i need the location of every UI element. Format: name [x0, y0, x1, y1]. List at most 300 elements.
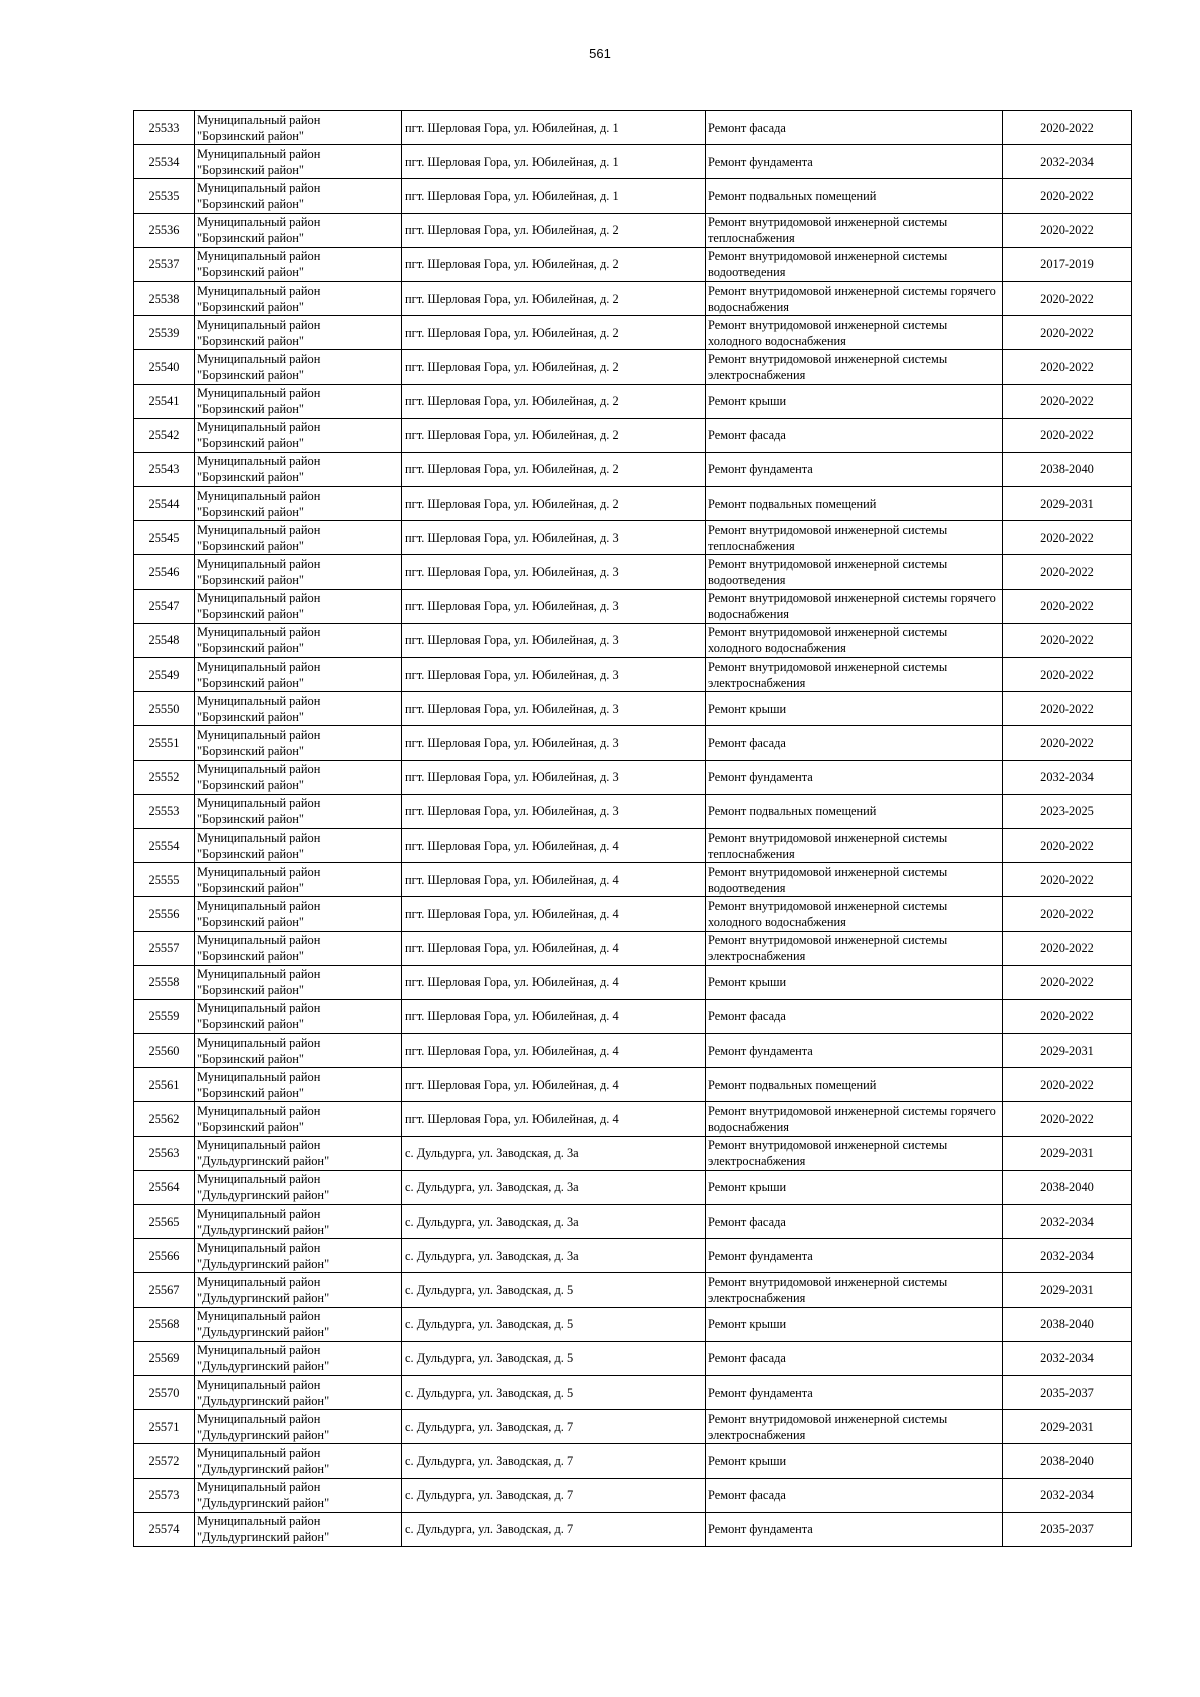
table-row — [134, 1170, 1132, 1204]
address-cell: пгт. Шерловая Гора, ул. Юбилейная, д. 2 — [402, 213, 706, 247]
municipality-line: "Дульдургинский район" — [197, 1325, 330, 1340]
address-cell: пгт. Шерловая Гора, ул. Юбилейная, д. 3 — [402, 692, 706, 726]
table-row — [134, 1102, 1132, 1136]
municipality-cell — [195, 1273, 402, 1307]
work-type-cell: Ремонт фундамента — [706, 1512, 1003, 1546]
period-cell: 2032-2034 — [1003, 760, 1132, 794]
address-cell: пгт. Шерловая Гора, ул. Юбилейная, д. 4 — [402, 1034, 706, 1068]
municipality-line: Муниципальный район — [197, 215, 321, 230]
row-number: 25551 — [134, 726, 195, 760]
municipality-line: "Дульдургинский район" — [197, 1222, 330, 1237]
municipality-line: Муниципальный район — [197, 1035, 321, 1050]
municipality-cell — [195, 760, 402, 794]
period-cell: 2020-2022 — [1003, 897, 1132, 931]
municipality-line: "Борзинский район" — [197, 983, 304, 998]
municipality-line: "Дульдургинский район" — [197, 1359, 330, 1374]
municipality-cell — [195, 623, 402, 657]
municipality-cell — [195, 213, 402, 247]
work-type-cell: Ремонт внутридомовой инженерной системы горячего водоснабжения — [706, 1102, 1003, 1136]
municipality-cell — [195, 1512, 402, 1546]
municipality-cell — [195, 1068, 402, 1102]
row-number: 25555 — [134, 863, 195, 897]
municipality-line: "Борзинский район" — [197, 436, 304, 451]
row-number: 25557 — [134, 931, 195, 965]
row-number: 25566 — [134, 1239, 195, 1273]
table-row — [134, 111, 1132, 145]
municipality-cell — [195, 1478, 402, 1512]
address-cell: пгт. Шерловая Гора, ул. Юбилейная, д. 2 — [402, 452, 706, 486]
municipality-line: Муниципальный район — [197, 1138, 321, 1153]
address-cell: с. Дульдурга, ул. Заводская, д. 7 — [402, 1512, 706, 1546]
municipality-cell — [195, 897, 402, 931]
period-cell: 2020-2022 — [1003, 521, 1132, 555]
work-type-cell: Ремонт фундамента — [706, 1034, 1003, 1068]
table-row — [134, 487, 1132, 521]
municipality-line: "Дульдургинский район" — [197, 1530, 330, 1545]
municipality-line: "Борзинский район" — [197, 709, 304, 724]
work-type-cell: Ремонт фасада — [706, 1341, 1003, 1375]
municipality-line: Муниципальный район — [197, 180, 321, 195]
address-cell: с. Дульдурга, ул. Заводская, д. 5 — [402, 1341, 706, 1375]
municipality-line: "Борзинский район" — [197, 1017, 304, 1032]
table-row — [134, 760, 1132, 794]
address-cell: пгт. Шерловая Гора, ул. Юбилейная, д. 4 — [402, 1102, 706, 1136]
municipality-line: Муниципальный район — [197, 522, 321, 537]
municipality-cell — [195, 1034, 402, 1068]
municipality-cell — [195, 1375, 402, 1409]
row-number: 25540 — [134, 350, 195, 384]
row-number: 25546 — [134, 555, 195, 589]
table-row — [134, 350, 1132, 384]
municipality-line: Муниципальный район — [197, 933, 321, 948]
work-type-cell: Ремонт крыши — [706, 1170, 1003, 1204]
address-cell: пгт. Шерловая Гора, ул. Юбилейная, д. 3 — [402, 623, 706, 657]
municipality-line: "Дульдургинский район" — [197, 1496, 330, 1511]
table-row — [134, 1410, 1132, 1444]
row-number: 25568 — [134, 1307, 195, 1341]
row-number: 25564 — [134, 1170, 195, 1204]
table-row — [134, 1512, 1132, 1546]
municipality-cell — [195, 726, 402, 760]
municipality-cell — [195, 247, 402, 281]
row-number: 25573 — [134, 1478, 195, 1512]
table-row — [134, 589, 1132, 623]
municipality-line: "Борзинский район" — [197, 162, 304, 177]
table-row — [134, 1068, 1132, 1102]
work-type-cell: Ремонт подвальных помещений — [706, 179, 1003, 213]
table-row — [134, 384, 1132, 418]
municipality-cell — [195, 1239, 402, 1273]
address-cell: пгт. Шерловая Гора, ул. Юбилейная, д. 4 — [402, 931, 706, 965]
address-cell: с. Дульдурга, ул. Заводская, д. 7 — [402, 1478, 706, 1512]
table-row — [134, 863, 1132, 897]
municipality-line: Муниципальный район — [197, 249, 321, 264]
address-cell: с. Дульдурга, ул. Заводская, д. 7 — [402, 1410, 706, 1444]
work-type-cell: Ремонт внутридомовой инженерной системы горячего водоснабжения — [706, 281, 1003, 315]
address-cell: с. Дульдурга, ул. Заводская, д. 3а — [402, 1170, 706, 1204]
period-cell: 2020-2022 — [1003, 965, 1132, 999]
address-cell: пгт. Шерловая Гора, ул. Юбилейная, д. 2 — [402, 350, 706, 384]
address-cell: пгт. Шерловая Гора, ул. Юбилейная, д. 3 — [402, 658, 706, 692]
municipality-line: "Борзинский район" — [197, 607, 304, 622]
municipality-line: Муниципальный район — [197, 693, 321, 708]
table-row — [134, 897, 1132, 931]
municipality-line: Муниципальный район — [197, 1206, 321, 1221]
work-type-cell: Ремонт внутридомовой инженерной системы холодного водоснабжения — [706, 316, 1003, 350]
address-cell: с. Дульдурга, ул. Заводская, д. 3а — [402, 1136, 706, 1170]
municipality-cell — [195, 589, 402, 623]
work-type-cell: Ремонт крыши — [706, 1307, 1003, 1341]
municipality-line: "Борзинский район" — [197, 265, 304, 280]
work-type-cell: Ремонт фундамента — [706, 1375, 1003, 1409]
period-cell: 2038-2040 — [1003, 1444, 1132, 1478]
work-type-cell: Ремонт внутридомовой инженерной системы теплоснабжения — [706, 213, 1003, 247]
work-type-cell: Ремонт внутридомовой инженерной системы водоотведения — [706, 247, 1003, 281]
table-row — [134, 1444, 1132, 1478]
period-cell: 2020-2022 — [1003, 931, 1132, 965]
period-cell: 2020-2022 — [1003, 589, 1132, 623]
period-cell: 2020-2022 — [1003, 316, 1132, 350]
address-cell: пгт. Шерловая Гора, ул. Юбилейная, д. 4 — [402, 965, 706, 999]
municipality-cell — [195, 1102, 402, 1136]
work-type-cell: Ремонт внутридомовой инженерной системы электроснабжения — [706, 1136, 1003, 1170]
period-cell: 2020-2022 — [1003, 692, 1132, 726]
row-number: 25565 — [134, 1205, 195, 1239]
table-body — [134, 111, 1132, 1547]
table-row — [134, 281, 1132, 315]
municipality-line: Муниципальный район — [197, 488, 321, 503]
address-cell: пгт. Шерловая Гора, ул. Юбилейная, д. 3 — [402, 760, 706, 794]
table-row — [134, 1205, 1132, 1239]
row-number: 25549 — [134, 658, 195, 692]
row-number: 25534 — [134, 145, 195, 179]
address-cell: пгт. Шерловая Гора, ул. Юбилейная, д. 2 — [402, 384, 706, 418]
municipality-line: Муниципальный район — [197, 386, 321, 401]
row-number: 25562 — [134, 1102, 195, 1136]
row-number: 25561 — [134, 1068, 195, 1102]
municipality-line: Муниципальный район — [197, 1480, 321, 1495]
municipality-line: "Борзинский район" — [197, 367, 304, 382]
table-row — [134, 658, 1132, 692]
work-type-cell: Ремонт внутридомовой инженерной системы холодного водоснабжения — [706, 897, 1003, 931]
municipality-line: "Борзинский район" — [197, 573, 304, 588]
municipality-cell — [195, 281, 402, 315]
municipality-line: "Дульдургинский район" — [197, 1256, 330, 1271]
address-cell: с. Дульдурга, ул. Заводская, д. 7 — [402, 1444, 706, 1478]
municipality-cell — [195, 111, 402, 145]
period-cell: 2032-2034 — [1003, 1205, 1132, 1239]
municipality-line: "Борзинский район" — [197, 812, 304, 827]
table-row — [134, 692, 1132, 726]
period-cell: 2029-2031 — [1003, 1034, 1132, 1068]
work-type-cell: Ремонт фасада — [706, 726, 1003, 760]
address-cell: пгт. Шерловая Гора, ул. Юбилейная, д. 4 — [402, 863, 706, 897]
table-row — [134, 555, 1132, 589]
municipality-cell — [195, 999, 402, 1033]
table-row — [134, 316, 1132, 350]
table-row — [134, 418, 1132, 452]
work-type-cell: Ремонт внутридомовой инженерной системы электроснабжения — [706, 931, 1003, 965]
municipality-cell — [195, 418, 402, 452]
municipality-line: Муниципальный район — [197, 1514, 321, 1529]
period-cell: 2020-2022 — [1003, 828, 1132, 862]
municipality-line: "Дульдургинский район" — [197, 1393, 330, 1408]
work-type-cell: Ремонт фасада — [706, 1478, 1003, 1512]
row-number: 25541 — [134, 384, 195, 418]
municipality-cell — [195, 1410, 402, 1444]
table-row — [134, 794, 1132, 828]
period-cell: 2020-2022 — [1003, 726, 1132, 760]
period-cell: 2020-2022 — [1003, 179, 1132, 213]
municipality-line: Муниципальный район — [197, 625, 321, 640]
municipality-cell — [195, 316, 402, 350]
municipality-line: Муниципальный район — [197, 864, 321, 879]
work-type-cell: Ремонт фундамента — [706, 145, 1003, 179]
municipality-line: "Борзинский район" — [197, 470, 304, 485]
address-cell: пгт. Шерловая Гора, ул. Юбилейная, д. 1 — [402, 179, 706, 213]
municipality-line: "Борзинский район" — [197, 675, 304, 690]
municipality-cell — [195, 1307, 402, 1341]
row-number: 25553 — [134, 794, 195, 828]
municipality-line: "Борзинский район" — [197, 402, 304, 417]
municipality-line: Муниципальный район — [197, 762, 321, 777]
period-cell: 2020-2022 — [1003, 1068, 1132, 1102]
municipality-line: "Борзинский район" — [197, 743, 304, 758]
address-cell: пгт. Шерловая Гора, ул. Юбилейная, д. 3 — [402, 555, 706, 589]
municipality-line: "Борзинский район" — [197, 333, 304, 348]
municipality-cell — [195, 828, 402, 862]
period-cell: 2035-2037 — [1003, 1375, 1132, 1409]
work-type-cell: Ремонт внутридомовой инженерной системы электроснабжения — [706, 1410, 1003, 1444]
period-cell: 2038-2040 — [1003, 452, 1132, 486]
row-number: 25538 — [134, 281, 195, 315]
row-number: 25572 — [134, 1444, 195, 1478]
municipality-cell — [195, 931, 402, 965]
table-row — [134, 1341, 1132, 1375]
municipality-line: "Борзинский район" — [197, 504, 304, 519]
municipality-line: "Дульдургинский район" — [197, 1427, 330, 1442]
municipality-line: Муниципальный район — [197, 1343, 321, 1358]
municipality-line: Муниципальный район — [197, 1274, 321, 1289]
municipality-cell — [195, 658, 402, 692]
municipality-line: "Дульдургинский район" — [197, 1154, 330, 1169]
period-cell: 2023-2025 — [1003, 794, 1132, 828]
municipality-line: Муниципальный район — [197, 146, 321, 161]
row-number: 25556 — [134, 897, 195, 931]
municipality-line: Муниципальный район — [197, 112, 321, 127]
work-type-cell: Ремонт крыши — [706, 1444, 1003, 1478]
row-number: 25560 — [134, 1034, 195, 1068]
repair-schedule-table — [133, 110, 1132, 1547]
table-row — [134, 1478, 1132, 1512]
municipality-cell — [195, 487, 402, 521]
table-row — [134, 1375, 1132, 1409]
municipality-cell — [195, 384, 402, 418]
address-cell: пгт. Шерловая Гора, ул. Юбилейная, д. 2 — [402, 418, 706, 452]
period-cell: 2029-2031 — [1003, 1410, 1132, 1444]
municipality-line: Муниципальный район — [197, 727, 321, 742]
table-row — [134, 521, 1132, 555]
municipality-line: Муниципальный район — [197, 1411, 321, 1426]
period-cell: 2020-2022 — [1003, 350, 1132, 384]
table-row — [134, 145, 1132, 179]
municipality-cell — [195, 452, 402, 486]
row-number: 25548 — [134, 623, 195, 657]
period-cell: 2020-2022 — [1003, 863, 1132, 897]
period-cell: 2029-2031 — [1003, 1273, 1132, 1307]
address-cell: с. Дульдурга, ул. Заводская, д. 3а — [402, 1239, 706, 1273]
table-row — [134, 179, 1132, 213]
municipality-line: "Борзинский район" — [197, 128, 304, 143]
municipality-line: Муниципальный район — [197, 898, 321, 913]
period-cell: 2020-2022 — [1003, 384, 1132, 418]
municipality-cell — [195, 1205, 402, 1239]
table-row — [134, 828, 1132, 862]
address-cell: пгт. Шерловая Гора, ул. Юбилейная, д. 1 — [402, 145, 706, 179]
work-type-cell: Ремонт фасада — [706, 418, 1003, 452]
period-cell: 2032-2034 — [1003, 1239, 1132, 1273]
address-cell: пгт. Шерловая Гора, ул. Юбилейная, д. 2 — [402, 247, 706, 281]
row-number: 25544 — [134, 487, 195, 521]
address-cell: пгт. Шерловая Гора, ул. Юбилейная, д. 3 — [402, 521, 706, 555]
address-cell: пгт. Шерловая Гора, ул. Юбилейная, д. 4 — [402, 897, 706, 931]
row-number: 25558 — [134, 965, 195, 999]
municipality-cell — [195, 350, 402, 384]
row-number: 25543 — [134, 452, 195, 486]
municipality-cell — [195, 145, 402, 179]
municipality-line: "Борзинский район" — [197, 299, 304, 314]
municipality-line: "Борзинский район" — [197, 538, 304, 553]
address-cell: пгт. Шерловая Гора, ул. Юбилейная, д. 4 — [402, 828, 706, 862]
address-cell: пгт. Шерловая Гора, ул. Юбилейная, д. 4 — [402, 999, 706, 1033]
work-type-cell: Ремонт фундамента — [706, 452, 1003, 486]
row-number: 25552 — [134, 760, 195, 794]
municipality-line: Муниципальный район — [197, 659, 321, 674]
row-number: 25554 — [134, 828, 195, 862]
work-type-cell: Ремонт внутридомовой инженерной системы электроснабжения — [706, 350, 1003, 384]
municipality-line: "Борзинский район" — [197, 641, 304, 656]
municipality-line: Муниципальный район — [197, 1445, 321, 1460]
work-type-cell: Ремонт внутридомовой инженерной системы электроснабжения — [706, 1273, 1003, 1307]
municipality-line: Муниципальный район — [197, 317, 321, 332]
address-cell: пгт. Шерловая Гора, ул. Юбилейная, д. 2 — [402, 487, 706, 521]
municipality-line: Муниципальный район — [197, 351, 321, 366]
row-number: 25574 — [134, 1512, 195, 1546]
work-type-cell: Ремонт внутридомовой инженерной системы теплоснабжения — [706, 521, 1003, 555]
municipality-cell — [195, 965, 402, 999]
municipality-line: Муниципальный район — [197, 557, 321, 572]
address-cell: с. Дульдурга, ул. Заводская, д. 3а — [402, 1205, 706, 1239]
period-cell: 2020-2022 — [1003, 1102, 1132, 1136]
municipality-cell — [195, 863, 402, 897]
row-number: 25545 — [134, 521, 195, 555]
row-number: 25542 — [134, 418, 195, 452]
row-number: 25533 — [134, 111, 195, 145]
row-number: 25547 — [134, 589, 195, 623]
municipality-line: "Дульдургинский район" — [197, 1461, 330, 1476]
address-cell: пгт. Шерловая Гора, ул. Юбилейная, д. 3 — [402, 589, 706, 623]
municipality-line: "Борзинский район" — [197, 846, 304, 861]
row-number: 25559 — [134, 999, 195, 1033]
municipality-line: Муниципальный район — [197, 1240, 321, 1255]
table-row — [134, 1273, 1132, 1307]
municipality-line: Муниципальный район — [197, 967, 321, 982]
row-number: 25537 — [134, 247, 195, 281]
address-cell: пгт. Шерловая Гора, ул. Юбилейная, д. 4 — [402, 1068, 706, 1102]
municipality-line: Муниципальный район — [197, 830, 321, 845]
work-type-cell: Ремонт внутридомовой инженерной системы водоотведения — [706, 555, 1003, 589]
municipality-line: "Дульдургинский район" — [197, 1290, 330, 1305]
period-cell: 2032-2034 — [1003, 1341, 1132, 1375]
period-cell: 2038-2040 — [1003, 1307, 1132, 1341]
period-cell: 2032-2034 — [1003, 145, 1132, 179]
municipality-cell — [195, 794, 402, 828]
address-cell: с. Дульдурга, ул. Заводская, д. 5 — [402, 1307, 706, 1341]
period-cell: 2020-2022 — [1003, 555, 1132, 589]
period-cell: 2020-2022 — [1003, 623, 1132, 657]
table-row — [134, 965, 1132, 999]
address-cell: пгт. Шерловая Гора, ул. Юбилейная, д. 2 — [402, 281, 706, 315]
page-number: 561 — [589, 46, 611, 61]
address-cell: пгт. Шерловая Гора, ул. Юбилейная, д. 3 — [402, 726, 706, 760]
municipality-line: "Борзинский район" — [197, 1085, 304, 1100]
municipality-cell — [195, 1444, 402, 1478]
period-cell: 2032-2034 — [1003, 1478, 1132, 1512]
row-number: 25569 — [134, 1341, 195, 1375]
municipality-line: Муниципальный район — [197, 420, 321, 435]
table-row — [134, 1136, 1132, 1170]
municipality-line: Муниципальный район — [197, 1001, 321, 1016]
municipality-line: Муниципальный район — [197, 454, 321, 469]
table-row — [134, 1307, 1132, 1341]
row-number: 25539 — [134, 316, 195, 350]
period-cell: 2020-2022 — [1003, 999, 1132, 1033]
table-row — [134, 623, 1132, 657]
address-cell: с. Дульдурга, ул. Заводская, д. 5 — [402, 1375, 706, 1409]
row-number: 25550 — [134, 692, 195, 726]
period-cell: 2029-2031 — [1003, 487, 1132, 521]
table-row — [134, 1239, 1132, 1273]
row-number: 25535 — [134, 179, 195, 213]
address-cell: с. Дульдурга, ул. Заводская, д. 5 — [402, 1273, 706, 1307]
table-row — [134, 1034, 1132, 1068]
period-cell: 2020-2022 — [1003, 418, 1132, 452]
row-number: 25571 — [134, 1410, 195, 1444]
address-cell: пгт. Шерловая Гора, ул. Юбилейная, д. 2 — [402, 316, 706, 350]
municipality-line: "Дульдургинский район" — [197, 1188, 330, 1203]
municipality-line: Муниципальный район — [197, 1172, 321, 1187]
address-cell: пгт. Шерловая Гора, ул. Юбилейная, д. 3 — [402, 794, 706, 828]
work-type-cell: Ремонт крыши — [706, 384, 1003, 418]
municipality-line: Муниципальный район — [197, 1104, 321, 1119]
period-cell: 2020-2022 — [1003, 281, 1132, 315]
municipality-line: Муниципальный район — [197, 591, 321, 606]
work-type-cell: Ремонт внутридомовой инженерной системы горячего водоснабжения — [706, 589, 1003, 623]
work-type-cell: Ремонт внутридомовой инженерной системы водоотведения — [706, 863, 1003, 897]
municipality-cell — [195, 521, 402, 555]
work-type-cell: Ремонт крыши — [706, 965, 1003, 999]
municipality-line: Муниципальный район — [197, 796, 321, 811]
period-cell: 2029-2031 — [1003, 1136, 1132, 1170]
municipality-line: "Борзинский район" — [197, 1051, 304, 1066]
period-cell: 2020-2022 — [1003, 658, 1132, 692]
municipality-cell — [195, 1341, 402, 1375]
work-type-cell: Ремонт внутридомовой инженерной системы теплоснабжения — [706, 828, 1003, 862]
period-cell: 2017-2019 — [1003, 247, 1132, 281]
municipality-line: "Борзинский район" — [197, 231, 304, 246]
row-number: 25536 — [134, 213, 195, 247]
work-type-cell: Ремонт фасада — [706, 111, 1003, 145]
